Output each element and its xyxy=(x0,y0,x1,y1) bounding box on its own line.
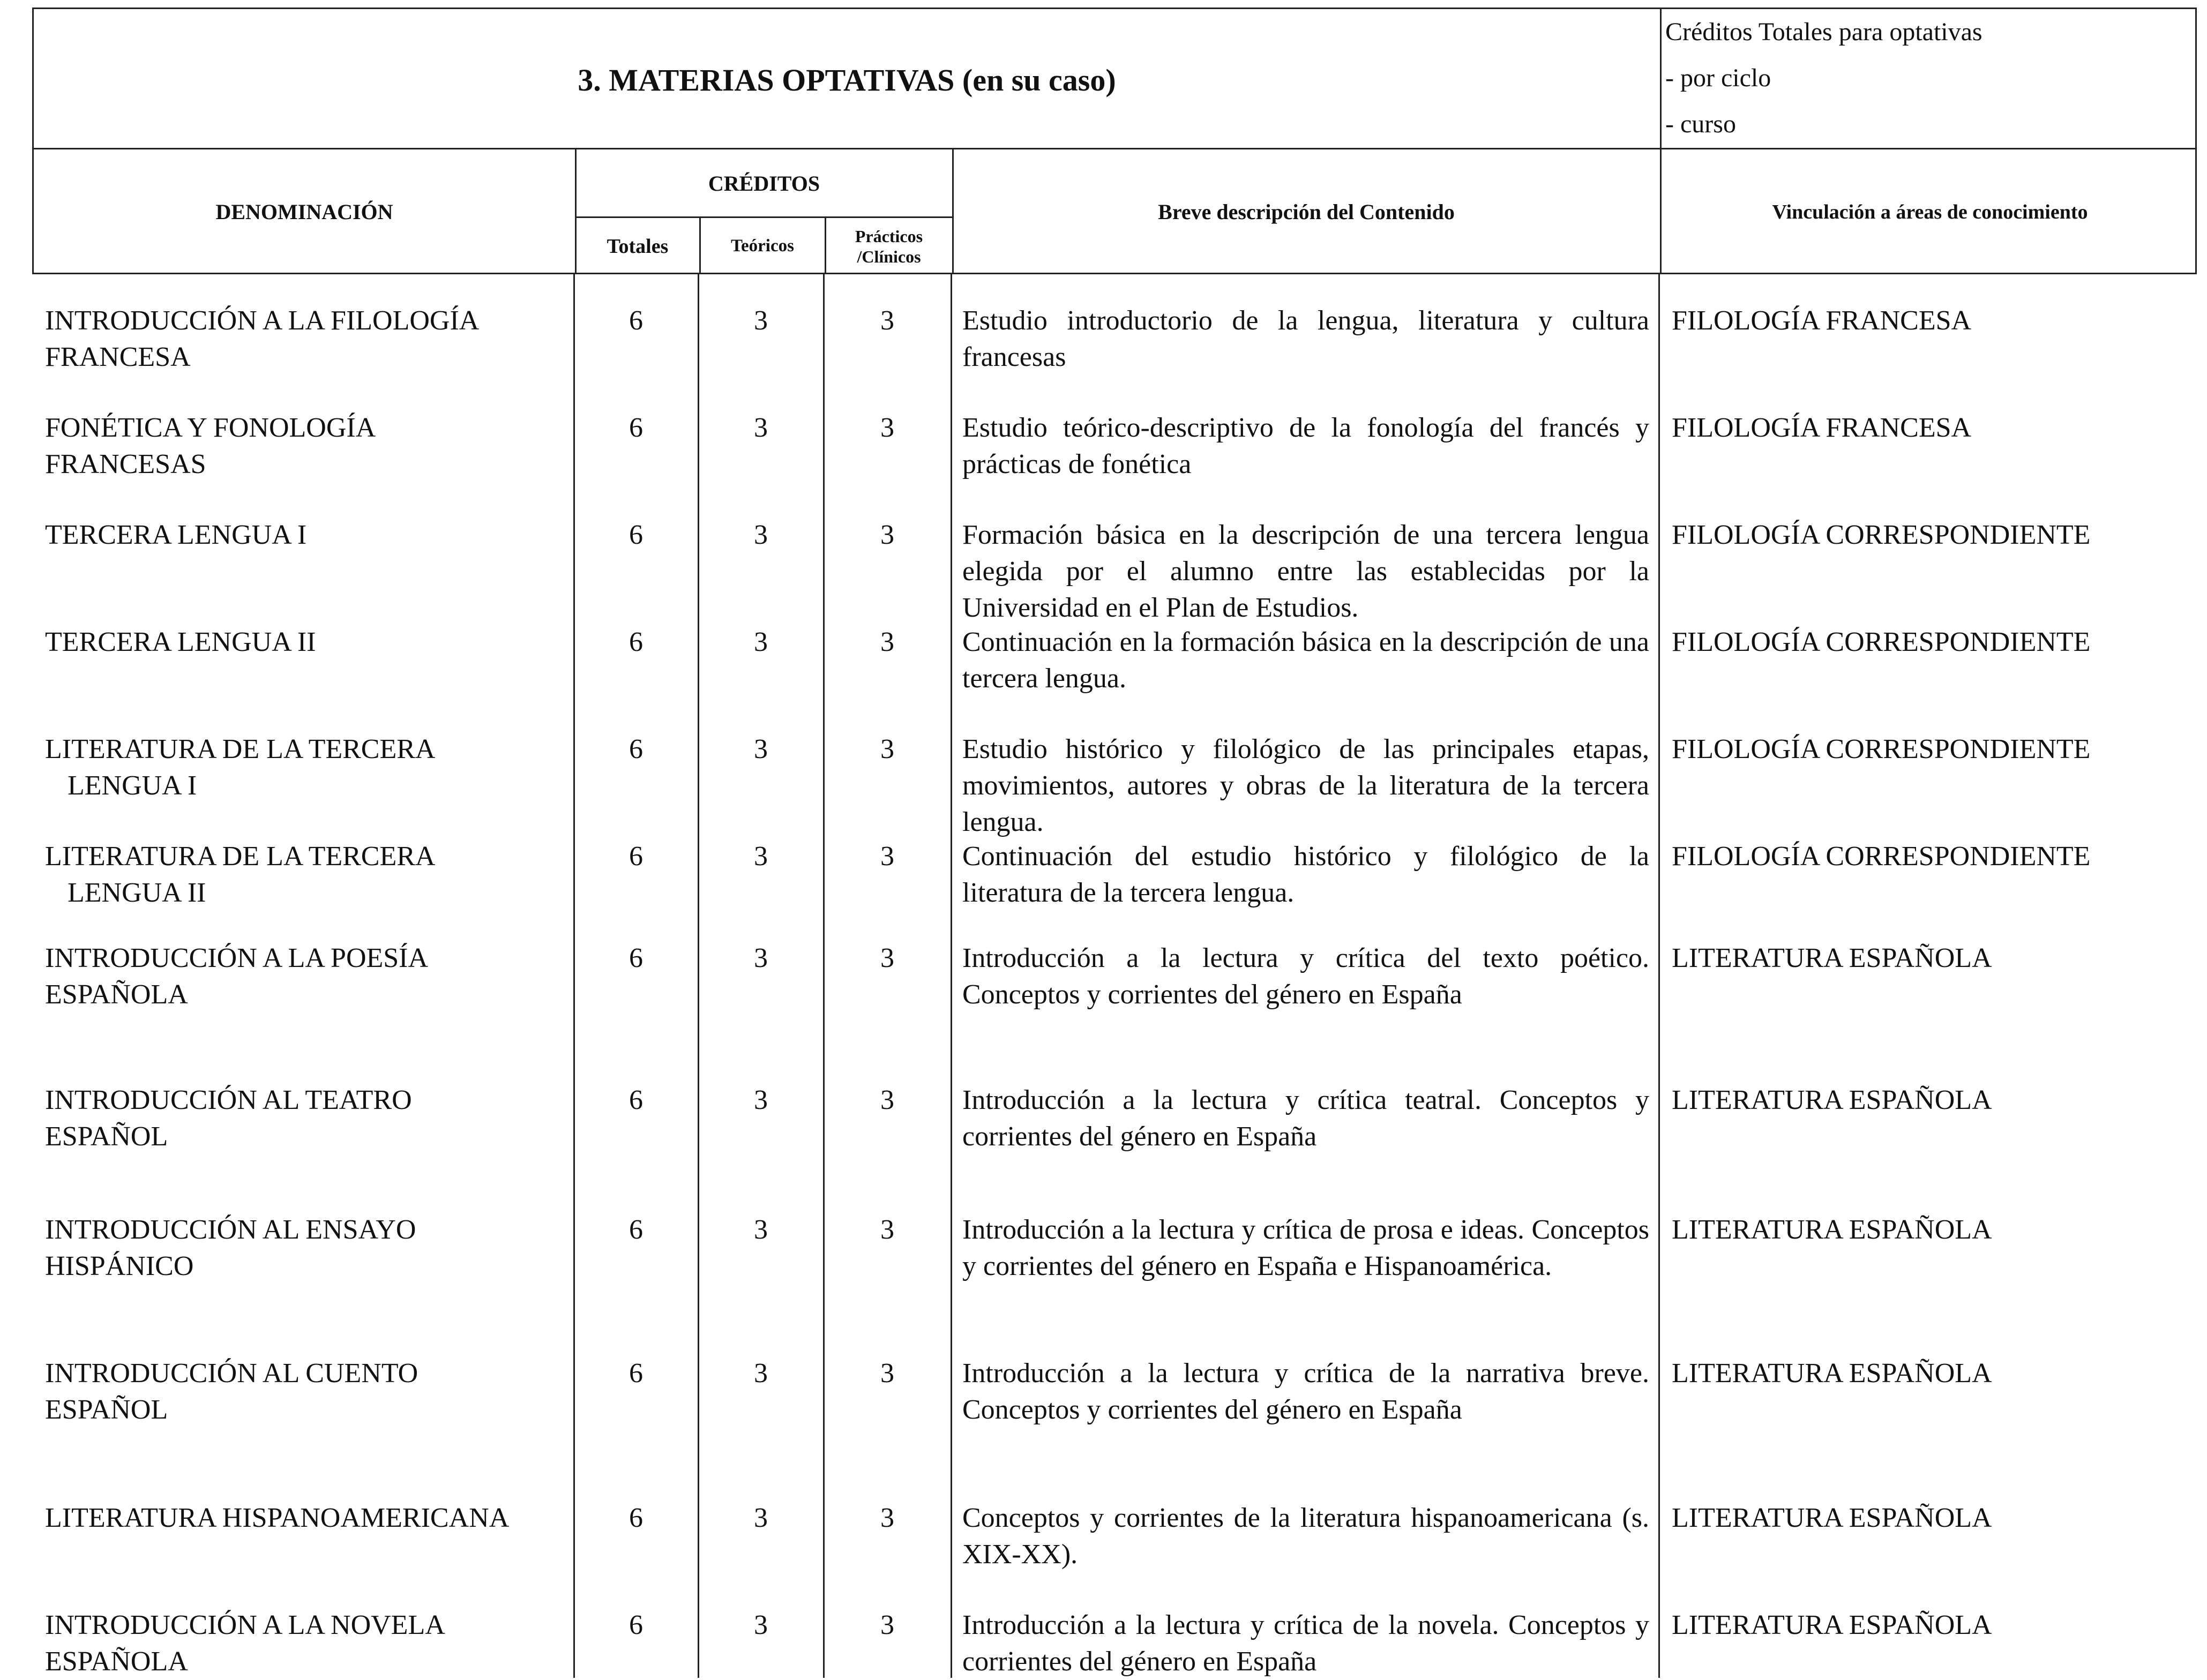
column-divider xyxy=(951,274,952,1678)
knowledge-area: FILOLOGÍA CORRESPONDIENTE xyxy=(1672,520,2091,550)
knowledge-area: LITERATURA ESPAÑOLA xyxy=(1672,1214,1992,1245)
subject-name xyxy=(45,1500,570,1536)
content-description: Continuación del estudio histórico y filológico de la literatura de la tercera lengua. xyxy=(962,841,1649,908)
subject-name-line: FRANCESAS xyxy=(45,449,206,479)
credits-total: 6 xyxy=(629,1610,643,1640)
table-header xyxy=(32,149,2197,274)
credits-theory: 3 xyxy=(754,1358,768,1389)
header-denominacion: DENOMINACIÓN xyxy=(215,200,393,224)
column-divider xyxy=(575,149,577,274)
column-divider xyxy=(1660,149,1662,274)
column-divider xyxy=(825,216,826,274)
subject-name-line: LITERATURA HISPANOAMERICANA xyxy=(45,1503,510,1533)
credits-theory: 3 xyxy=(754,1610,768,1640)
knowledge-area: FILOLOGÍA FRANCESA xyxy=(1672,412,1972,443)
subject-name-line: TERCERA LENGUA II xyxy=(45,627,316,657)
header-creditos: CRÉDITOS xyxy=(708,171,820,196)
optional-credits-box xyxy=(1665,9,2196,147)
content-description: Introducción a la lectura y crítica de prosa e ideas. Conceptos y corrientes del género en España e Hispanoamérica. xyxy=(962,1214,1649,1281)
title-block xyxy=(32,8,2197,149)
subject-name-line: ESPAÑOL xyxy=(45,1394,168,1425)
header-practicos: Prácticos /Clínicos xyxy=(855,226,923,266)
subject-name-line: FONÉTICA Y FONOLOGÍA xyxy=(45,412,376,443)
subject-name-line: ESPAÑOLA xyxy=(45,1646,188,1677)
subject-name xyxy=(45,1212,570,1285)
header-descripcion: Breve descripción del Contenido xyxy=(1158,200,1455,224)
subject-name-line: INTRODUCCIÓN AL ENSAYO xyxy=(45,1214,416,1245)
subject-name-line: HISPÁNICO xyxy=(45,1251,194,1281)
column-divider xyxy=(699,216,701,274)
credits-practice: 3 xyxy=(880,1214,894,1245)
credits-practice: 3 xyxy=(880,520,894,550)
credits-practice: 3 xyxy=(880,305,894,336)
credits-practice: 3 xyxy=(880,943,894,973)
credits-box-line: - curso xyxy=(1665,110,1736,138)
credits-practice: 3 xyxy=(880,627,894,657)
knowledge-area: FILOLOGÍA CORRESPONDIENTE xyxy=(1672,734,2091,764)
credits-total: 6 xyxy=(629,1214,643,1245)
credits-total: 6 xyxy=(629,305,643,336)
credits-theory: 3 xyxy=(754,943,768,973)
credits-practice: 3 xyxy=(880,412,894,443)
knowledge-area: FILOLOGÍA FRANCESA xyxy=(1672,305,1972,336)
content-description: Introducción a la lectura y crítica de la narrativa breve. Conceptos y corrientes del género en España xyxy=(962,1358,1649,1425)
knowledge-area: LITERATURA ESPAÑOLA xyxy=(1672,1503,1992,1533)
credits-practice: 3 xyxy=(880,841,894,872)
subject-name-line: INTRODUCCIÓN AL CUENTO xyxy=(45,1358,418,1389)
credits-total: 6 xyxy=(629,1085,643,1115)
content-description: Formación básica en la descripción de una tercera lengua elegida por el alumno entre las establecidas por la Universidad en el Plan de Estudios. xyxy=(962,520,1649,623)
header-vinculacion: Vinculación a áreas de conocimiento xyxy=(1772,200,2088,223)
subject-name xyxy=(45,731,570,804)
subject-name xyxy=(45,624,570,661)
content-description: Estudio introductorio de la lengua, literatura y cultura francesas xyxy=(962,305,1649,372)
content-description: Introducción a la lectura y crítica del texto poético. Conceptos y corrientes del género en España xyxy=(962,943,1649,1010)
credits-theory: 3 xyxy=(754,841,768,872)
subject-name xyxy=(45,1082,570,1155)
credits-practice: 3 xyxy=(880,1610,894,1640)
page-title: 3. MATERIAS OPTATIVAS (en su caso) xyxy=(578,63,1116,98)
subject-name-line: INTRODUCCIÓN A LA POESÍA xyxy=(45,943,429,973)
credits-total: 6 xyxy=(629,734,643,764)
header-totales: Totales xyxy=(607,235,669,258)
credits-total: 6 xyxy=(629,1358,643,1389)
subject-name xyxy=(45,517,570,553)
subject-name-line: INTRODUCCIÓN A LA NOVELA xyxy=(45,1610,445,1640)
subject-name xyxy=(45,410,570,483)
subject-name-line: INTRODUCCIÓN A LA FILOLOGÍA xyxy=(45,305,480,336)
column-divider xyxy=(952,149,954,274)
content-description: Conceptos y corrientes de la literatura hispanoamericana (s. XIX-XX). xyxy=(962,1503,1649,1570)
credits-box-line: - por ciclo xyxy=(1665,64,1771,92)
credits-total: 6 xyxy=(629,943,643,973)
knowledge-area: LITERATURA ESPAÑOLA xyxy=(1672,1358,1992,1389)
knowledge-area: LITERATURA ESPAÑOLA xyxy=(1672,1610,1992,1640)
subject-name-line: FRANCESA xyxy=(45,342,191,372)
row-divider xyxy=(575,216,953,218)
knowledge-area: FILOLOGÍA CORRESPONDIENTE xyxy=(1672,627,2091,657)
credits-practice: 3 xyxy=(880,1358,894,1389)
credits-box-line: Créditos Totales para optativas xyxy=(1665,18,1982,46)
subject-name-line: LITERATURA DE LA TERCERA xyxy=(45,841,436,872)
credits-practice: 3 xyxy=(880,1503,894,1533)
subject-name-line: ESPAÑOLA xyxy=(45,979,188,1010)
subject-name-line: INTRODUCCIÓN AL TEATRO xyxy=(45,1085,412,1115)
content-description: Estudio histórico y filológico de las principales etapas, movimientos, autores y obras de la literatura de la tercera lengua. xyxy=(962,734,1649,837)
credits-theory: 3 xyxy=(754,520,768,550)
knowledge-area: LITERATURA ESPAÑOLA xyxy=(1672,943,1992,973)
title-divider xyxy=(1660,9,1662,148)
content-description: Introducción a la lectura y crítica teatral. Conceptos y corrientes del género en España xyxy=(962,1085,1649,1152)
credits-practice: 3 xyxy=(880,1085,894,1115)
subject-name-line: LENGUA I xyxy=(68,770,197,801)
credits-total: 6 xyxy=(629,1503,643,1533)
credits-theory: 3 xyxy=(754,1085,768,1115)
subject-name-line: TERCERA LENGUA I xyxy=(45,520,307,550)
header-teoricos: Teóricos xyxy=(731,236,794,256)
subject-name-line: LITERATURA DE LA TERCERA xyxy=(45,734,436,764)
content-description: Continuación en la formación básica en la descripción de una tercera lengua. xyxy=(962,627,1649,694)
credits-theory: 3 xyxy=(754,412,768,443)
subject-name xyxy=(45,940,570,1013)
credits-total: 6 xyxy=(629,412,643,443)
credits-total: 6 xyxy=(629,627,643,657)
subject-name xyxy=(45,838,570,911)
credits-practice: 3 xyxy=(880,734,894,764)
credits-theory: 3 xyxy=(754,1214,768,1245)
subject-name xyxy=(45,1355,570,1428)
column-divider xyxy=(1658,274,1660,1678)
knowledge-area: FILOLOGÍA CORRESPONDIENTE xyxy=(1672,841,2091,872)
subject-name xyxy=(45,303,570,376)
credits-total: 6 xyxy=(629,520,643,550)
content-description: Introducción a la lectura y crítica de la novela. Conceptos y corrientes del género en España xyxy=(962,1610,1649,1677)
subject-name-line: ESPAÑOL xyxy=(45,1121,168,1152)
content-description: Estudio teórico-descriptivo de la fonología del francés y prácticas de fonética xyxy=(962,412,1649,479)
subject-name xyxy=(45,1607,570,1680)
credits-theory: 3 xyxy=(754,305,768,336)
credits-theory: 3 xyxy=(754,734,768,764)
credits-total: 6 xyxy=(629,841,643,872)
subject-name-line: LENGUA II xyxy=(68,878,206,908)
credits-theory: 3 xyxy=(754,627,768,657)
credits-theory: 3 xyxy=(754,1503,768,1533)
knowledge-area: LITERATURA ESPAÑOLA xyxy=(1672,1085,1992,1115)
